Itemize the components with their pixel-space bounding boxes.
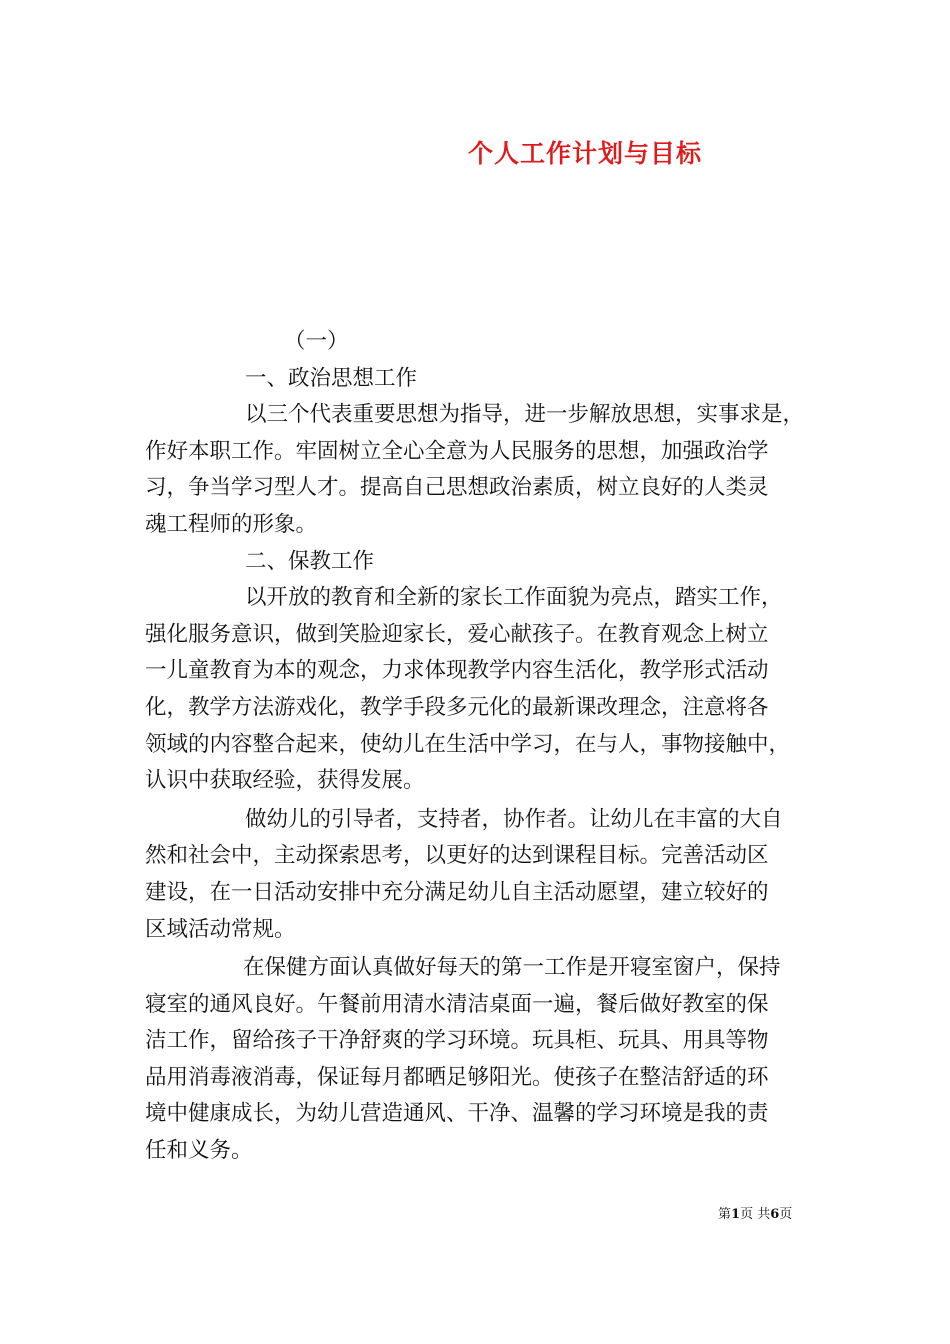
paragraph-line: 建设，在一日活动安排中充分满足幼儿自主活动愿望，建立较好的 bbox=[145, 879, 769, 905]
paragraph-line: 魂工程师的形象。 bbox=[145, 511, 318, 537]
paragraph-line: 在保健方面认真做好每天的第一工作是开寝室窗户，保持 bbox=[243, 955, 781, 981]
paragraph-line: 区域活动常规。 bbox=[145, 916, 296, 942]
paragraph-line: 然和社会中，主动探索思考，以更好的达到课程目标。完善活动区 bbox=[145, 843, 769, 869]
paragraph-line: 洁工作，留给孩子干净舒爽的学习环境。玩具柜、玩具、用具等物 bbox=[145, 1028, 769, 1054]
paragraph-line: 认识中获取经验，获得发展。 bbox=[145, 768, 425, 794]
section-marker: （一） bbox=[284, 329, 349, 354]
paragraph-line: 做幼儿的引导者，支持者，协作者。让幼儿在丰富的大自 bbox=[245, 806, 783, 832]
heading-politics: 一、政治思想工作 bbox=[245, 365, 418, 391]
paragraph-line: 品用消毒液消毒，保证每月都晒足够阳光。使孩子在整洁舒适的环 bbox=[145, 1064, 769, 1090]
total-pages-number: 6 bbox=[770, 1207, 780, 1222]
paragraph-line: 以三个代表重要思想为指导，进一步解放思想，实事求是， bbox=[245, 402, 805, 428]
footer-prefix: 第 bbox=[718, 1207, 732, 1222]
document-title: 个人工作计划与目标 bbox=[468, 139, 703, 168]
paragraph-line: 作好本职工作。牢固树立全心全意为人民服务的思想，加强政治学 bbox=[145, 438, 769, 464]
paragraph-line: 习，争当学习型人才。提高自己思想政治素质，树立良好的人类灵 bbox=[145, 475, 769, 501]
paragraph-line: 寝室的通风良好。午餐前用清水清洁桌面一遍，餐后做好教室的保 bbox=[145, 991, 769, 1017]
document-body bbox=[145, 324, 813, 1170]
paragraph-line: 化，教学方法游戏化，教学手段多元化的最新课改理念，注意将各 bbox=[145, 694, 769, 720]
paragraph-line: 境中健康成长，为幼儿营造通风、干净、温馨的学习环境是我的责 bbox=[145, 1101, 769, 1127]
paragraph-line: 以开放的教育和全新的家长工作面貌为亮点，踏实工作， bbox=[245, 585, 783, 611]
page-number-footer bbox=[718, 1203, 792, 1222]
paragraph-line: 一儿童教育为本的观念，力求体现教学内容生活化，教学形式活动 bbox=[145, 658, 769, 684]
heading-education: 二、保教工作 bbox=[245, 548, 375, 574]
paragraph-line: 任和义务。 bbox=[145, 1138, 253, 1164]
paragraph-line: 领域的内容整合起来，使幼儿在生活中学习，在与人，事物接触中， bbox=[145, 731, 791, 757]
paragraph-line: 强化服务意识，做到笑脸迎家长，爱心献孩子。在教育观念上树立 bbox=[145, 621, 769, 647]
footer-suffix: 页 bbox=[779, 1207, 793, 1222]
current-page-number: 1 bbox=[731, 1207, 741, 1222]
footer-middle: 页 共 bbox=[740, 1207, 771, 1222]
